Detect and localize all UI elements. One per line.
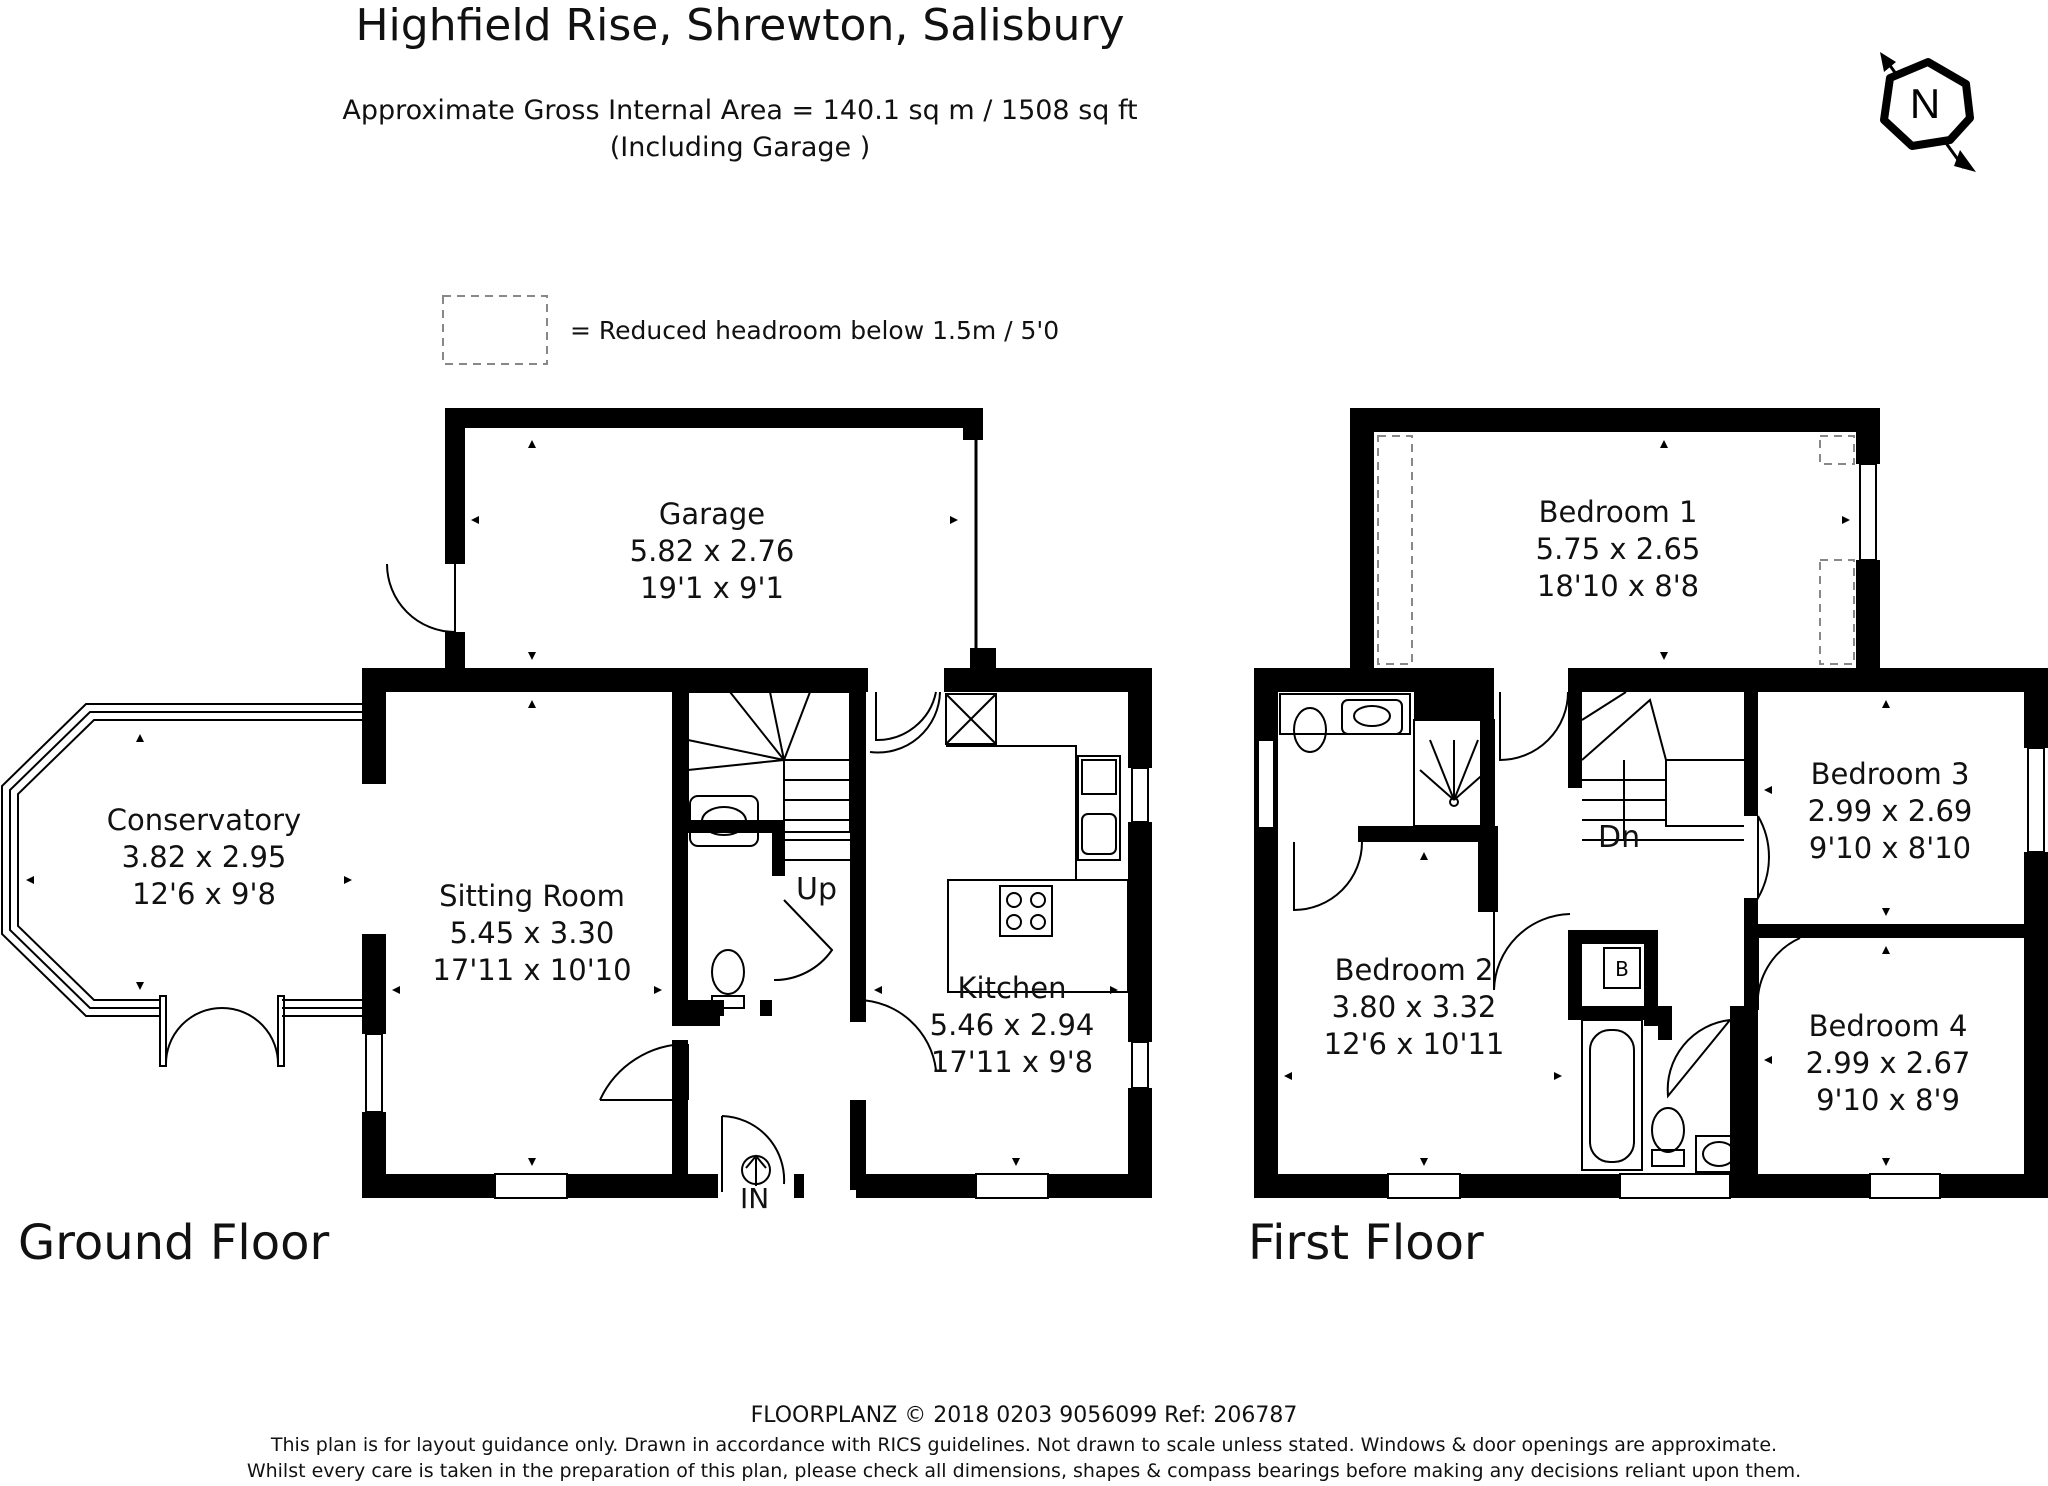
room-label-conservatory: Conservatory 3.82 x 2.95 12'6 x 9'8	[106, 803, 302, 911]
footer-disclaimer-1: This plan is for layout guidance only. Drawn in accordance with RICS guidelines. Not drawn to scale unless stated. Windows & door openings are approximate.	[270, 1434, 1778, 1456]
room-label-sitting-room: Sitting Room 5.45 x 3.30 17'11 x 10'10	[432, 879, 632, 987]
footer-disclaimer-2: Whilst every care is taken in the preparation of this plan, please check all dimensions, shapes & compass bearings before making any decisions reliant upon them.	[246, 1460, 1802, 1482]
legend-text: = Reduced headroom below 1.5m / 5'0	[570, 316, 1060, 345]
room-label-kitchen: Kitchen 5.46 x 2.94 17'11 x 9'8	[929, 971, 1095, 1079]
bathroom-fittings	[1582, 1020, 1742, 1172]
room-label-bedroom-4: Bedroom 4 2.99 x 2.67 9'10 x 8'9	[1805, 1009, 1971, 1117]
boiler-label: B	[1615, 957, 1629, 981]
gross-area-text: Approximate Gross Internal Area = 140.1 sq m / 1508 sq ft	[342, 95, 1138, 126]
first-floor-label: First Floor	[1248, 1215, 1484, 1271]
room-label-bedroom-1: Bedroom 1 5.75 x 2.65 18'10 x 8'8	[1535, 495, 1701, 603]
kitchen-fittings	[946, 694, 1128, 992]
room-label-bedroom-2: Bedroom 2 3.80 x 3.32 12'6 x 10'11	[1323, 953, 1505, 1061]
stairs-down-label: Dn	[1598, 820, 1641, 855]
entrance-label: IN	[740, 1182, 770, 1215]
footer-copyright: FLOORPLANZ © 2018 0203 9056099 Ref: 206787	[750, 1403, 1298, 1428]
room-label-bedroom-3: Bedroom 3 2.99 x 2.69 9'10 x 8'10	[1807, 757, 1973, 865]
stairs-up-label: Up	[796, 872, 838, 907]
compass-letter: N	[1909, 80, 1941, 127]
north-arrow-icon	[1880, 52, 1976, 172]
plan-title: Highfield Rise, Shrewton, Salisbury	[355, 0, 1125, 51]
legend-swatch	[443, 296, 547, 364]
ground-floor-label: Ground Floor	[18, 1215, 330, 1271]
room-label-garage: Garage 5.82 x 2.76 19'1 x 9'1	[629, 497, 795, 605]
gross-area-note: (Including Garage )	[609, 132, 871, 163]
